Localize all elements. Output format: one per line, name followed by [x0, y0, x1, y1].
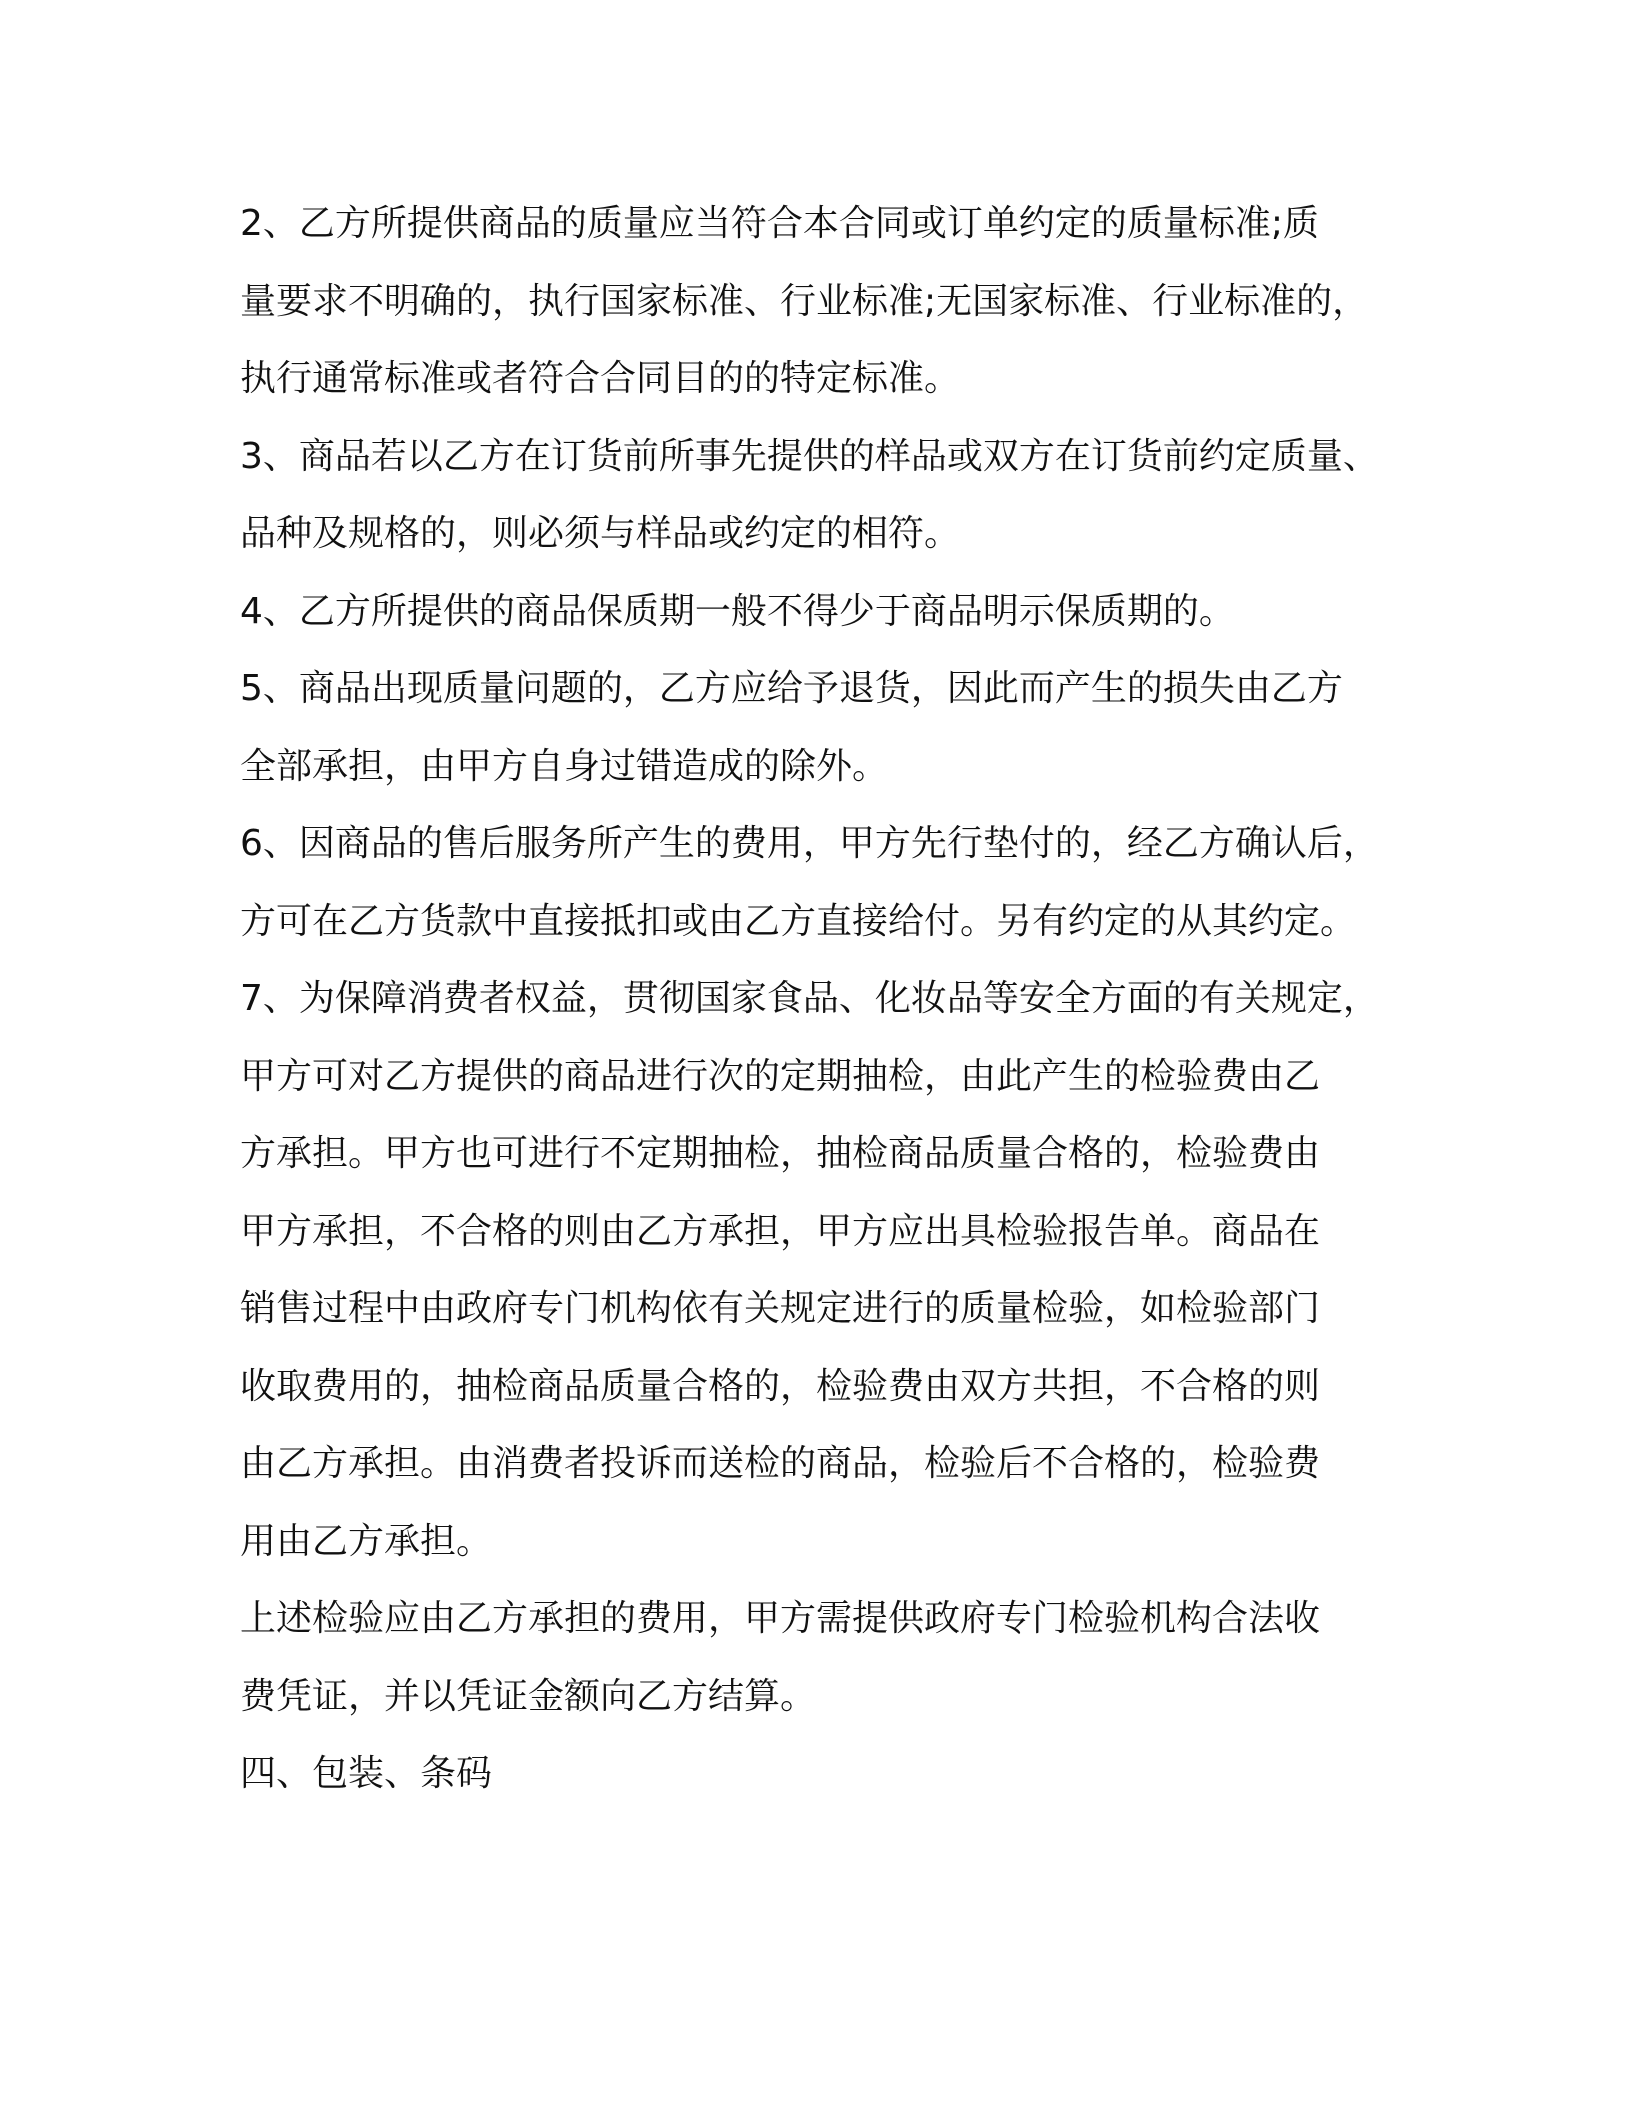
clause-7-line-6: 收取费用的，抽检商品质量合格的，检验费由双方共担，不合格的则 [240, 1365, 1321, 1407]
document-body [240, 185, 1400, 1813]
clause-3-line-2: 品种及规格的，则必须与样品或约定的相符。 [240, 513, 961, 554]
clause-5-line-2: 全部承担，由甲方自身过错造成的除外。 [240, 745, 889, 787]
fee-note-line-1: 上述检验应由乙方承担的费用，甲方需提供政府专门检验机构合法收 [240, 1598, 1321, 1639]
clause-7-line-2: 甲方可对乙方提供的商品进行次的定期抽检，由此产生的检验费由乙 [240, 1055, 1321, 1097]
clause-2-line-1: 2、乙方所提供商品的质量应当符合本合同或订单约定的质量标准;质 [240, 203, 1320, 244]
clause-7-line-7: 由乙方承担。由消费者投诉而送检的商品，检验后不合格的，检验费 [240, 1443, 1321, 1484]
clause-6-line-2: 方可在乙方货款中直接抵扣或由乙方直接给付。另有约定的从其约定。 [240, 900, 1357, 942]
clause-6-line-1: 6、因商品的售后服务所产生的费用，甲方先行垫付的，经乙方确认后， [240, 823, 1379, 864]
clause-7-line-8: 用由乙方承担。 [240, 1520, 493, 1562]
clause-5-line-1: 5、商品出现质量问题的，乙方应给予退货，因此而产生的损失由乙方 [240, 668, 1343, 709]
clause-7-line-5: 销售过程中由政府专门机构依有关规定进行的质量检验，如检验部门 [240, 1288, 1321, 1329]
clause-2-line-2: 量要求不明确的，执行国家标准、行业标准;无国家标准、行业标准的， [240, 280, 1369, 322]
section-4-heading: 四、包装、条码 [240, 1753, 493, 1794]
clause-7-line-3: 方承担。甲方也可进行不定期抽检，抽检商品质量合格的，检验费由 [240, 1133, 1321, 1174]
fee-note-line-2: 费凭证，并以凭证金额向乙方结算。 [240, 1675, 817, 1717]
clause-2-line-3: 执行通常标准或者符合合同目的的特定标准。 [240, 358, 961, 399]
clause-4-line-1: 4、乙方所提供的商品保质期一般不得少于商品明示保质期的。 [240, 590, 1235, 632]
clause-3-line-1: 3、商品若以乙方在订货前所事先提供的样品或双方在订货前约定质量、 [240, 435, 1379, 477]
clause-7-line-4: 甲方承担，不合格的则由乙方承担，甲方应出具检验报告单。商品在 [240, 1210, 1321, 1252]
clause-7-line-1: 7、为保障消费者权益，贯彻国家食品、化妆品等安全方面的有关规定， [240, 978, 1379, 1019]
